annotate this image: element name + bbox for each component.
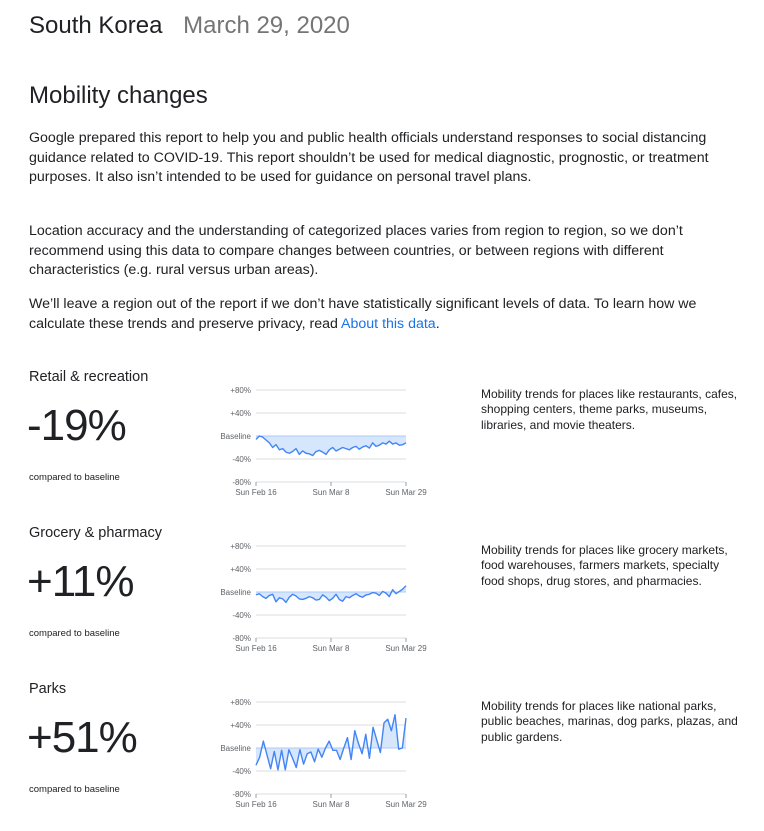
about-this-data-link[interactable]: About this data bbox=[341, 315, 436, 332]
intro-paragraph-3-end: . bbox=[435, 315, 440, 332]
series-area bbox=[256, 436, 406, 456]
intro-paragraph-2: Location accuracy and the understanding of categorized places varies from region to region, so we don’t recommend using this data to compare changes between countries, or between regions with different characteristics (e.g. rural versus urban areas). bbox=[29, 223, 683, 278]
category-title: Parks bbox=[29, 681, 67, 697]
category-description: Mobility trends for places like restaurants, cafes, shopping centers, theme parks, museums, libraries, and movie theaters. bbox=[481, 387, 738, 432]
y-tick-label: -40% bbox=[232, 455, 251, 464]
y-tick-label: -80% bbox=[232, 790, 251, 799]
y-tick-label: -80% bbox=[232, 634, 251, 643]
section-title: Mobility changes bbox=[29, 82, 208, 109]
x-tick-label: Sun Mar 29 bbox=[385, 644, 427, 653]
category-percent-change: -19% bbox=[27, 401, 126, 450]
x-tick-label: Sun Mar 29 bbox=[385, 488, 427, 497]
x-tick-label: Sun Mar 8 bbox=[312, 644, 350, 653]
x-tick-label: Sun Feb 16 bbox=[235, 800, 277, 809]
y-tick-label: Baseline bbox=[220, 744, 251, 753]
category-compare-label: compared to baseline bbox=[29, 472, 120, 483]
intro-paragraph-3 bbox=[29, 295, 729, 334]
y-tick-label: +40% bbox=[230, 409, 251, 418]
x-tick-label: Sun Feb 16 bbox=[235, 644, 277, 653]
mobility-chart-retail-recreation bbox=[190, 374, 440, 504]
y-tick-label: +80% bbox=[230, 698, 251, 707]
y-tick-label: +40% bbox=[230, 721, 251, 730]
category-parks bbox=[0, 681, 764, 831]
y-tick-label: -80% bbox=[232, 478, 251, 487]
x-tick-label: Sun Mar 8 bbox=[312, 488, 350, 497]
y-tick-label: -40% bbox=[232, 611, 251, 620]
category-grocery-pharmacy bbox=[0, 525, 764, 675]
mobility-chart-parks bbox=[190, 686, 440, 816]
country-name: South Korea bbox=[29, 12, 163, 39]
x-tick-label: Sun Feb 16 bbox=[235, 488, 277, 497]
page-header bbox=[29, 12, 350, 40]
category-compare-label: compared to baseline bbox=[29, 784, 120, 795]
category-title: Grocery & pharmacy bbox=[29, 525, 162, 541]
y-tick-label: +40% bbox=[230, 565, 251, 574]
y-tick-label: +80% bbox=[230, 386, 251, 395]
category-retail-recreation bbox=[0, 369, 764, 519]
category-percent-change: +11% bbox=[27, 557, 134, 606]
mobility-chart-grocery-pharmacy bbox=[190, 530, 440, 660]
category-description: Mobility trends for places like national parks, public beaches, marinas, dog parks, plazas, and public gardens. bbox=[481, 699, 738, 744]
category-title: Retail & recreation bbox=[29, 369, 149, 385]
intro-paragraph-3-text: We’ll leave a region out of the report if we don’t have statistically significant levels of data. To learn how we calculate these trends and preserve privacy, read bbox=[29, 296, 697, 332]
category-description: Mobility trends for places like grocery markets, food warehouses, farmers markets, specialty food shops, drug stores, and pharmacies. bbox=[481, 543, 728, 588]
y-tick-label: Baseline bbox=[220, 432, 251, 441]
x-tick-label: Sun Mar 29 bbox=[385, 800, 427, 809]
y-tick-label: +80% bbox=[230, 542, 251, 551]
y-tick-label: Baseline bbox=[220, 588, 251, 597]
y-tick-label: -40% bbox=[232, 767, 251, 776]
category-percent-change: +51% bbox=[27, 713, 137, 762]
report-date: March 29, 2020 bbox=[183, 12, 350, 39]
x-tick-label: Sun Mar 8 bbox=[312, 800, 350, 809]
intro-paragraph-1: Google prepared this report to help you and public health officials understand responses to social distancing guidance related to COVID-19. This report shouldn’t be used for medical diagnostic, prognostic, or treatment purposes. It also isn’t intended to be used for guidance on personal travel plans. bbox=[29, 130, 709, 185]
category-compare-label: compared to baseline bbox=[29, 628, 120, 639]
